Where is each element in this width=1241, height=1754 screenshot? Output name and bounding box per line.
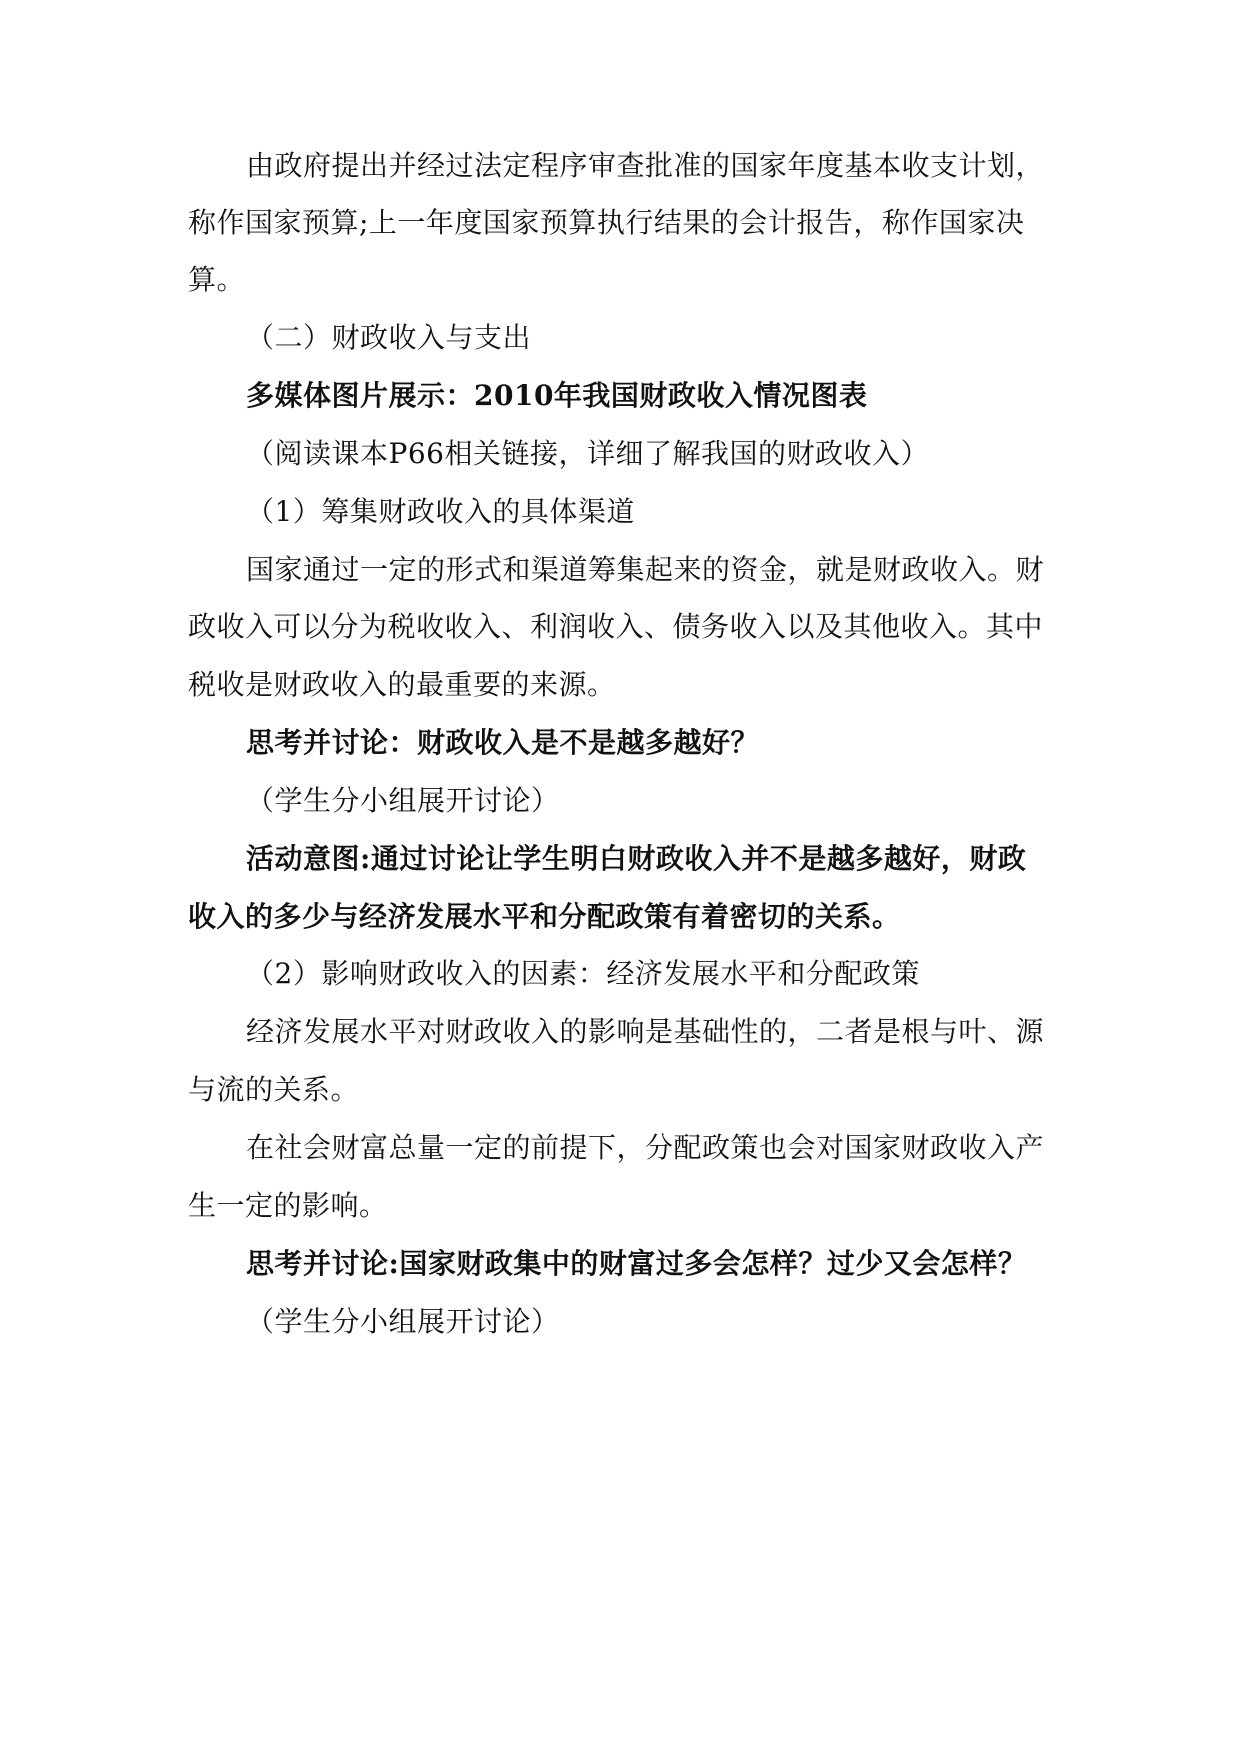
bold-heading: 思考并讨论：财政收入是不是越多越好？ xyxy=(246,726,760,759)
text-line: 由政府提出并经过法定程序审查批准的国家年度基本收支计划， xyxy=(246,149,1045,182)
text-line: 算。 xyxy=(188,263,246,296)
subsection-heading: （2）影响财政收入的因素：经济发展水平和分配政策 xyxy=(246,957,920,990)
text-line: 生一定的影响。 xyxy=(188,1189,388,1222)
bold-text-line: 收入的多少与经济发展水平和分配政策有着密切的关系。 xyxy=(188,900,901,933)
text-line: 称作国家预算;上一年度国家预算执行结果的会计报告，称作国家决 xyxy=(188,206,1025,239)
text-line: 国家通过一定的形式和渠道筹集起来的资金，就是财政收入。财 xyxy=(246,553,1045,586)
section-heading: （二）财政收入与支出 xyxy=(246,321,532,354)
bold-heading: 多媒体图片展示：2010年我国财政收入情况图表 xyxy=(246,379,868,412)
subsection-heading: （1）筹集财政收入的具体渠道 xyxy=(246,495,635,528)
text-line: 与流的关系。 xyxy=(188,1073,360,1106)
bold-text-line: 活动意图:通过讨论让学生明白财政收入并不是越多越好，财政 xyxy=(246,842,1027,875)
text-line: 经济发展水平对财政收入的影响是基础性的，二者是根与叶、源 xyxy=(246,1015,1045,1048)
text-line: 税收是财政收入的最重要的来源。 xyxy=(188,668,616,701)
text-line: 在社会财富总量一定的前提下，分配政策也会对国家财政收入产 xyxy=(246,1131,1045,1164)
text-line: （学生分小组展开讨论） xyxy=(246,1305,560,1338)
text-line: （阅读课本P66相关链接，详细了解我国的财政收入） xyxy=(246,437,929,470)
text-line: （学生分小组展开讨论） xyxy=(246,784,560,817)
bold-heading: 思考并讨论:国家财政集中的财富过多会怎样？过少又会怎样？ xyxy=(246,1247,1027,1280)
text-line: 政收入可以分为税收收入、利润收入、债务收入以及其他收入。其中 xyxy=(188,610,1044,643)
